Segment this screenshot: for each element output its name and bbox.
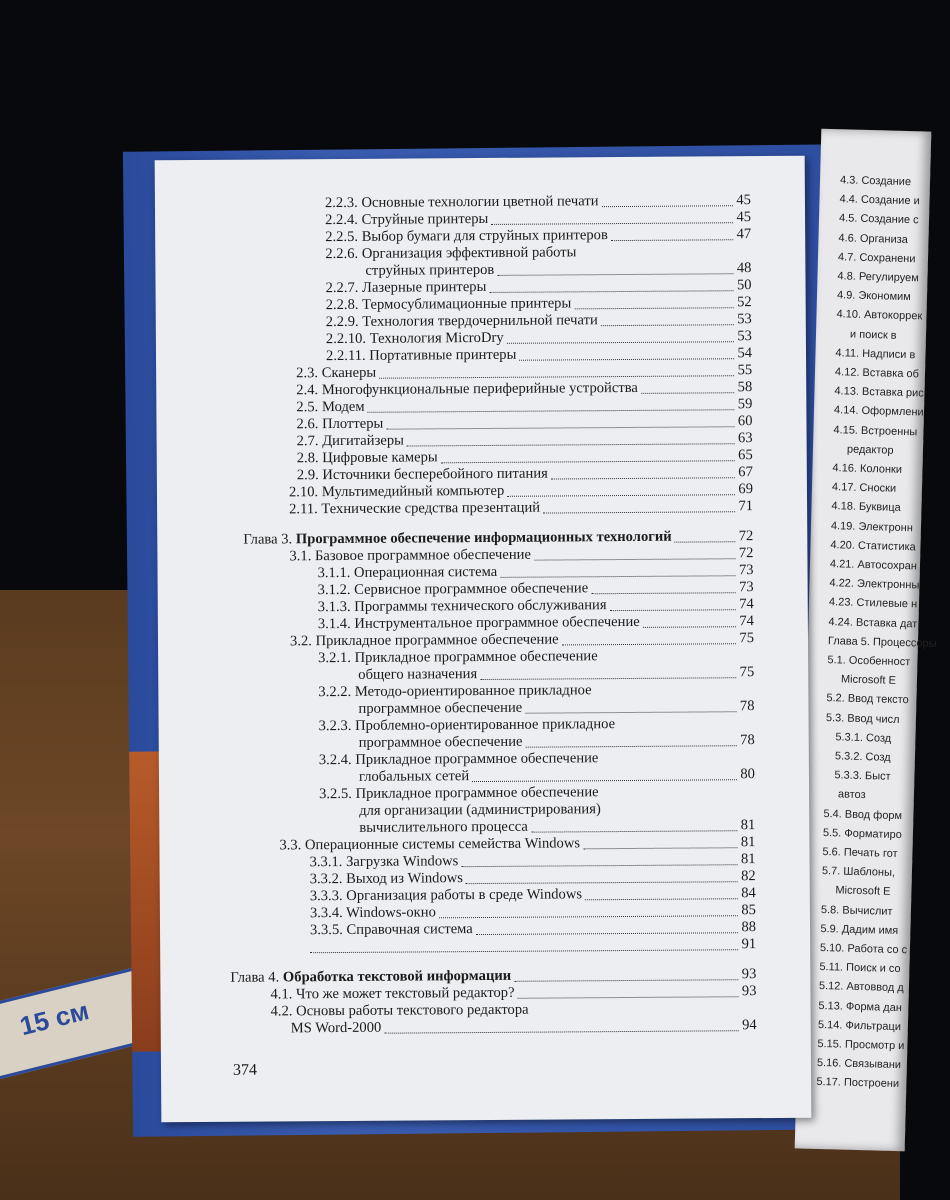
toc-entry-text [325, 211, 488, 229]
toc-entry-title: Сканеры [321, 364, 377, 382]
toc-leader [531, 830, 738, 832]
toc-leader [641, 392, 735, 394]
toc-entry-text [318, 648, 598, 667]
toc-leader [491, 222, 733, 225]
toc-leader [439, 915, 738, 918]
right-page-entry: 4.8. Регулируем [837, 270, 919, 285]
toc-entry-text [359, 768, 469, 786]
toc-leader [585, 898, 738, 900]
toc-entry-number: 2.2.5. [325, 228, 362, 246]
toc-entry-page: 47 [736, 226, 752, 243]
toc-entry-number: 3.2.4. [318, 751, 356, 769]
toc-entry-title: MS Word-2000 [290, 1019, 382, 1037]
toc-entry-page: 45 [736, 192, 751, 209]
toc-entry-text [365, 262, 494, 280]
toc-leader [500, 575, 735, 578]
toc-entry-number: Глава 4. [230, 969, 283, 986]
toc-entry-page: 72 [738, 528, 754, 545]
toc-leader [507, 341, 734, 344]
toc-entry [289, 498, 753, 518]
toc-entry-page: 80 [740, 766, 756, 783]
toc-leader [514, 979, 738, 982]
toc-leader [574, 307, 734, 309]
toc-entry-title: Источники бесперебойного питания [322, 465, 548, 484]
toc-leader [611, 239, 734, 241]
toc-entry-text [326, 312, 598, 331]
toc-entry-text [296, 416, 383, 434]
toc-entry-page: 59 [737, 396, 753, 413]
toc-entry-page: 88 [741, 919, 757, 936]
toc-entry-text [296, 399, 364, 416]
toc-entry-title: Термосублимационные принтеры [362, 295, 572, 313]
toc-entry-text [359, 734, 523, 752]
toc-entry-text [289, 483, 504, 502]
toc-entry-title: Многофункциональные периферийные устройства [321, 379, 638, 399]
toc-entry-title: Операционные системы семейства Windows [304, 835, 581, 854]
toc-leader [534, 558, 736, 560]
toc-entry-title: для организации (администрирования) [359, 801, 601, 819]
toc-entry-page: 81 [740, 817, 756, 834]
toc-entry-number: 2.6. [296, 416, 323, 433]
toc-entry-title: программное обеспечение [358, 733, 523, 751]
right-page-entry: и поиск в [849, 328, 897, 342]
page-number: 374 [232, 1061, 258, 1079]
toc-entry-page: 48 [736, 260, 752, 277]
toc-leader [407, 443, 735, 446]
toc-entry-title: Программное обеспечение информационных технологий [295, 528, 672, 548]
toc-entry-title: Прикладное программное обеспечение [355, 784, 599, 802]
toc-entry-title: Выбор бумаги для струйных принтеров [361, 227, 608, 245]
toc-entry-text [326, 295, 572, 314]
toc-leader [520, 358, 735, 360]
toc-entry-page: 58 [737, 379, 753, 396]
toc-entry-text [319, 750, 599, 769]
toc-entry-number: 2.2.11. [325, 347, 370, 365]
toc-entry-number: 3.2.1. [318, 649, 355, 667]
right-page-entry: 5.12. Автоввод д [818, 980, 904, 995]
toc-entry-text [297, 433, 404, 451]
toc-entry-number: Глава 3. [243, 531, 296, 548]
toc-entry-number: 3.1. [289, 548, 316, 565]
toc-entry-title: Организация работы в среде Windows [346, 886, 583, 904]
toc-entry-number: 3.3.4. [309, 904, 347, 922]
toc-entry-page: 53 [737, 328, 752, 345]
toc-entry-text [325, 244, 576, 263]
right-page-entry: 5.2. Ввод тексто [826, 692, 909, 707]
toc-entry-title: Методо-ориентированное прикладное [354, 682, 592, 700]
toc-leader [379, 375, 734, 378]
right-page-entry: 4.3. Создание [839, 174, 912, 189]
toc-entry-title: Программы технического обслуживания [354, 597, 607, 615]
toc-leader [562, 643, 737, 645]
ruler-label: 15 см [16, 995, 92, 1042]
toc-entry-number: 2.2.8. [325, 296, 363, 314]
right-page-entry: 4.21. Автосохран [829, 558, 918, 573]
toc-entry-title: Плоттеры [321, 415, 384, 433]
toc-entry-text [230, 968, 511, 987]
toc-entry-number: 2.2.10. [325, 330, 370, 348]
right-page-entry: 4.9. Экономим [836, 289, 911, 304]
toc-leader [526, 745, 737, 747]
toc-entry-title: Выход из Windows [346, 870, 464, 887]
toc-entry-title: Операционная система [353, 563, 498, 581]
right-page-entry: 4.11. Надписи в [835, 346, 916, 362]
toc-leader [384, 1030, 739, 1033]
toc-entry-text [310, 886, 582, 905]
right-page-entry: 5.7. Шаблоны, [821, 865, 896, 880]
toc-entry-text [319, 784, 599, 803]
toc-entry-title: Прикладное программное обеспечение [354, 648, 598, 666]
toc-entry-page: 73 [738, 579, 754, 596]
toc-entry-page: 74 [739, 596, 754, 613]
toc-entry-text [279, 835, 580, 854]
toc-leader [591, 592, 736, 594]
toc-entry-title: глобальных сетей [358, 768, 470, 785]
right-page-entry: 5.8. Вычислит [820, 903, 893, 918]
toc-entry-page: 53 [737, 311, 752, 328]
toc-entry-title: Основы работы текстового редактора [296, 1001, 529, 1020]
toc-leader [551, 477, 735, 479]
right-page-entry: 4.14. Оформлени [833, 404, 924, 419]
toc-leader [368, 409, 735, 413]
toc-leader [386, 426, 734, 429]
toc-entry-title: Струйные принтеры [361, 210, 489, 228]
table-of-contents [155, 192, 795, 1037]
toc-leader [480, 677, 736, 680]
toc-entry-page: 94 [742, 1017, 757, 1034]
toc-entry-title: Мультимедийный компьютер [321, 482, 505, 501]
toc-entry-text [289, 500, 540, 519]
toc-entry-text [310, 904, 436, 922]
right-page-entry: 4.23. Стилевые н [828, 596, 918, 611]
toc-entry-number: 2.7. [296, 433, 323, 450]
toc-entry-text [271, 1002, 529, 1021]
toc-entry-number: 3.1.3. [317, 598, 355, 616]
toc-leader [543, 511, 735, 513]
right-page-entry: 4.13. Вставка рис [834, 385, 924, 400]
toc-entry-page: 72 [738, 545, 754, 562]
toc-entry-number: 3.2.3. [318, 717, 356, 735]
toc-leader [441, 460, 735, 463]
right-page-entry: редактор [846, 443, 894, 457]
toc-entry-title: Прикладное программное обеспечение [315, 631, 559, 650]
toc-entry-text [317, 564, 497, 582]
right-page-entry: 4.10. Автокоррек [836, 308, 923, 323]
toc-entry-title: Технические средства презентаций [321, 499, 541, 518]
toc-entry-text [325, 279, 486, 297]
toc-entry-page: 65 [738, 447, 753, 464]
toc-entry-page: 67 [738, 464, 753, 481]
toc-entry-number: 2.2.3. [324, 194, 362, 212]
toc-entry-text [358, 700, 522, 718]
toc-entry-page: 45 [736, 209, 752, 226]
toc-entry-page: 75 [739, 630, 755, 647]
toc-entry-text [326, 347, 516, 365]
toc-entry-number: 2.2.4. [325, 211, 362, 229]
right-page-entry: 4.18. Буквица [831, 500, 901, 515]
toc-entry-title: Загрузка Windows [345, 853, 459, 870]
right-page-entry: 5.3.2. Созд [834, 750, 891, 764]
toc-entry-title: Windows-окно [346, 904, 436, 921]
toc-entry-title: Инструментальное программное обеспечение [354, 613, 640, 632]
toc-leader [490, 290, 734, 293]
toc-leader [602, 205, 734, 207]
toc-entry-page: 52 [737, 294, 752, 311]
toc-entry-title: Прикладное программное обеспечение [355, 750, 599, 768]
toc-leader [472, 779, 737, 782]
toc-entry-page: 93 [741, 983, 757, 1000]
toc-entry-text [319, 716, 616, 735]
toc-entry-title: общего назначения [358, 666, 478, 683]
toc-entry-text [310, 870, 463, 888]
right-page-entry: 5.5. Форматиро [822, 826, 902, 841]
toc-leader [507, 494, 735, 497]
toc-entry-title: струйных принтеров [365, 261, 495, 279]
right-page-entry: 4.6. Организа [838, 231, 909, 246]
toc-entry-page: 50 [736, 277, 752, 294]
right-page-entry: 4.7. Сохранени [837, 251, 916, 266]
toc-leader [497, 273, 733, 276]
right-page-entry: 4.22. Электронны [829, 577, 920, 592]
toc-entry-number: 2.3. [296, 365, 322, 382]
toc-entry-number: 3.2. [289, 633, 316, 650]
toc-entry-number: 3.3.5. [309, 921, 347, 939]
toc-entry-title: Организация эффективной работы [361, 244, 577, 262]
toc-entry-number: 3.3.1. [309, 853, 347, 871]
toc-entry-number: 3.3.2. [309, 870, 347, 888]
toc-entry-number: 2.11. [289, 501, 322, 518]
toc-entry-text [296, 365, 376, 383]
toc-entry-text [290, 631, 559, 650]
toc-entry-page: 54 [737, 345, 753, 362]
toc-entry [310, 936, 756, 956]
right-page-entry: 5.3.1. Созд [835, 731, 892, 745]
toc-entry-text [318, 580, 589, 599]
toc-entry-page: 69 [738, 481, 754, 498]
toc-entry-number: 3.2.2. [318, 683, 355, 701]
toc-entry-page: 81 [740, 851, 756, 868]
toc-leader [643, 626, 736, 628]
toc-leader [675, 541, 736, 542]
right-page-entry: 5.6. Печать гот [822, 846, 898, 860]
toc-entry-title: вычислительного процесса [359, 818, 528, 836]
right-page-entry: 5.3.3. Быст [834, 769, 891, 783]
right-page-entry: 5.10. Работа со с [819, 941, 908, 957]
toc-entry-title: Портативные принтеры [369, 346, 517, 364]
toc-entry-text [325, 227, 608, 246]
toc-entry-title: программное обеспечение [358, 699, 523, 717]
right-page-entry: 4.20. Статистика [830, 538, 916, 554]
toc-leader [525, 711, 736, 713]
toc-leader [466, 881, 738, 884]
toc-leader [310, 949, 738, 953]
toc-entry-page: 60 [737, 413, 753, 430]
toc-entry-text [309, 853, 458, 871]
toc-entry-number: 2.5. [296, 399, 322, 416]
right-page-entry: автоз [837, 788, 866, 802]
left-page [155, 156, 812, 1123]
toc-entry-title: Дигитайзеры [322, 432, 404, 450]
toc-leader [610, 609, 736, 611]
right-page-entry: 4.15. Встроенны [833, 423, 918, 438]
right-page-entry: Microsoft E [840, 673, 897, 688]
toc-entry-title: Справочная система [346, 921, 473, 938]
toc-entry-number: 2.8. [296, 450, 323, 467]
toc-entry-number: 4.2. [270, 1003, 297, 1020]
toc-entry-number: 3.2.5. [319, 785, 356, 803]
right-page-entry: 5.9. Дадим имя [820, 922, 899, 937]
right-page-entry: 5.15. Просмотр и [817, 1037, 905, 1053]
right-page-entry: 5.3. Ввод числ [825, 711, 900, 726]
toc-entry-title: Базовое программное обеспечение [314, 546, 531, 565]
right-page-entry: 4.24. Вставка дат [828, 615, 918, 631]
toc-entry-number: 3.3.3. [309, 887, 347, 905]
toc-entry-page: 75 [739, 664, 755, 681]
toc-entry-text [289, 547, 531, 566]
toc-entry-number: 2.9. [296, 467, 323, 484]
toc-leader [461, 864, 737, 867]
toc-entry-text [297, 449, 438, 467]
toc-entry-number: 3.1.1. [317, 564, 355, 582]
toc-entry-number: 3.1.2. [317, 581, 355, 599]
toc-entry-title: Технология MicroDry [369, 329, 504, 347]
toc-entry-text [318, 597, 607, 616]
toc-entry-number: 3.3. [279, 837, 306, 854]
toc-entry-title: Обработка текстовой информации [282, 967, 512, 986]
right-page-entry: 4.17. Сноски [831, 481, 897, 495]
right-page-entry: Глава 5. Процессоры [827, 634, 937, 650]
toc-entry-title: Что же может текстовый редактор? [295, 984, 515, 1003]
toc-entry-page: 81 [740, 834, 756, 851]
toc-entry-number: 2.10. [288, 484, 322, 501]
toc-entry-text [326, 330, 504, 348]
toc-entry-text [297, 466, 548, 485]
toc-entry-number: 2.4. [296, 382, 322, 399]
toc-entry-number: 3.1.4. [317, 615, 355, 633]
right-page-entry: 4.5. Создание с [838, 212, 919, 227]
toc-entry-number: 2.2.6. [325, 245, 362, 263]
toc-entry-page: 82 [741, 868, 756, 885]
toc-entry-text [325, 193, 599, 212]
toc-entry-text [359, 819, 528, 837]
toc-entry-page: 74 [739, 613, 754, 630]
toc-leader [583, 847, 738, 849]
right-page-entry: 4.16. Колонки [832, 462, 903, 476]
right-page-entry: 4.19. Электронн [830, 519, 914, 534]
right-page-entry: 5.14. Фильтраци [817, 1018, 902, 1033]
toc-entry-text [270, 985, 514, 1004]
toc-entry-title: Модем [321, 398, 365, 416]
toc-entry-text [291, 1020, 382, 1038]
right-page-entry: 5.13. Форма дан [818, 999, 903, 1014]
right-page-entry: 4.4. Создание и [839, 193, 920, 208]
right-page-entry: 5.1. Особенност [827, 654, 911, 669]
right-page-entry: 5.16. Связывани [816, 1057, 902, 1072]
right-page-entry: Microsoft E [835, 884, 891, 899]
toc-entry-page: 78 [740, 732, 755, 749]
toc-entry-text [318, 682, 591, 701]
toc-leader [518, 996, 739, 999]
toc-entry-number: 2.2.9. [325, 313, 363, 331]
toc-entry-page: 55 [737, 362, 753, 379]
toc-leader [601, 324, 734, 326]
toc-entry-page: 71 [738, 498, 754, 515]
toc-entry-title: Цифровые камеры [322, 449, 438, 467]
toc-entry-title: Проблемно-ориентированное прикладное [355, 716, 616, 734]
toc-entry-page: 93 [741, 966, 757, 983]
toc-leader [476, 932, 738, 935]
toc-entry-page: 85 [741, 902, 756, 919]
toc-entry-title: Лазерные принтеры [361, 278, 487, 296]
toc-entry-page: 73 [738, 562, 754, 579]
toc-entry-title: Технология твердочернильной печати [362, 312, 598, 330]
toc-entry-text [359, 801, 601, 820]
toc-entry-page: 63 [737, 430, 753, 447]
toc-entry-page: 78 [739, 698, 755, 715]
toc-entry-text [358, 666, 477, 684]
right-page-entry: 5.4. Ввод форм [823, 807, 903, 822]
toc-entry-page: 84 [741, 885, 756, 902]
right-page-entry: 5.17. Построени [816, 1076, 900, 1091]
toc-entry-title: Основные технологии цветной печати [361, 193, 599, 211]
toc-entry-number: 2.2.7. [325, 279, 363, 297]
toc-entry-page: 91 [741, 936, 757, 953]
toc-entry-number: 4.1. [270, 986, 297, 1003]
toc-entry-text [310, 921, 473, 939]
toc-entry [291, 1017, 757, 1037]
right-page-entry: 5.11. Поиск и со [819, 961, 901, 976]
right-page-entry: 4.12. Вставка об [834, 366, 920, 381]
toc-entry-title: Сервисное программное обеспечение [354, 580, 589, 598]
